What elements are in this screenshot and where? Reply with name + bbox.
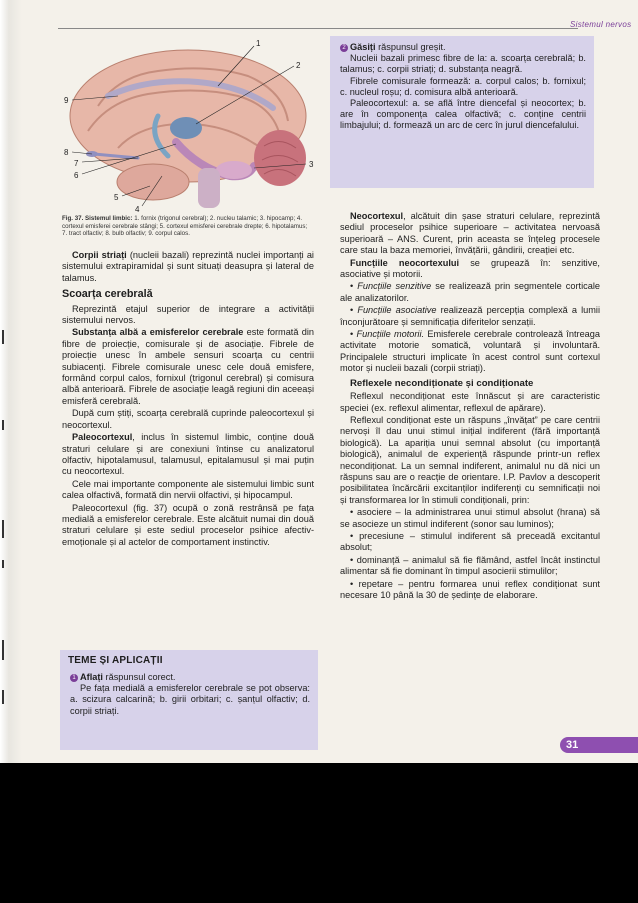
heading-scoarta-cerebrala: Scoarța cerebrală (62, 288, 153, 301)
figure-label-1: 1 (256, 39, 261, 48)
question-number-badge: 2 (340, 44, 348, 52)
page-number: 31 (566, 739, 579, 751)
question-box (330, 36, 594, 188)
paragraph-paleo-neo: După cum știți, scoarța cerebrală cuprinde paleocortexul și neocortexul. (62, 408, 314, 430)
running-head: Sistemul nervos (570, 20, 632, 29)
paragraph-limbic-components: Cele mai importante componente ale sistemului limbic sunt calea olfactivă, formată din nervii olfactivi, și hipocampul. (62, 478, 314, 501)
paragraph-reflex-neconditionat: Reflexul necondiționat este înnăscut și are caracteristic speciei (ex. reflexul alimentar, reflexul de apărare). (340, 391, 600, 413)
teme-body (70, 672, 310, 717)
limbic-system-figure (58, 36, 322, 214)
paragraph-functii: Funcțiile neocortexului se grupează în: senzitive, asociative și motorii. (340, 257, 600, 280)
question-number-badge: 1 (70, 674, 78, 682)
paragraph-corpii-striati: Corpii striați (nucleii bazali) reprezintă nuclei importanți ai sistemului extrapiramidal și sunt situați deasupra și lateral de talamus. (62, 250, 314, 283)
right-column (340, 211, 600, 602)
figure-label-5: 5 (114, 193, 119, 202)
figure-label-9: 9 (64, 96, 69, 105)
bullet-precesiune: • precesiune – stimulul indiferent să preceadă excitantul absolut; (340, 530, 600, 553)
caption-text: 1. fornix (trigonul cerebral); 2. nucleu talamic; 3. hipocamp; 4. cortexul emisferei cerebrale stângi; 5. cortexul emisferei cerebrale drepte; 6. hipotalamus; 7. tract olfactiv; 8. bulb olfactiv; 9. corpul calos. (62, 215, 308, 238)
paragraph-paleocortex: Paleocortexul, inclus în sistemul limbic, conține două straturi celulare și are conexiuni întinse cu analizatorul olfactiv, hipotalamusul, talamusul, epitalamusul și mai puțin cu neocortexul. (62, 432, 314, 477)
figure-label-8: 8 (64, 148, 69, 157)
heading-reflexe: Reflexele necondiționate și condiționate (350, 377, 534, 389)
bullet-dominanta: • dominanță – animalul să fie flămând, astfel încât instinctul alimentar să fie dominant în timpul asocierii stimulilor; (340, 554, 600, 577)
teme-question-text: Pe fața medială a emisferelor cerebrale se pot observa: a. scizura calcarină; b. girii orbitari; c. șanțul olfactiv; d. corpii striați. (70, 683, 310, 716)
question-item-2: Fibrele comisurale formează: a. corpul calos; b. fornixul; c. nucleul roșu; d. comisura albă anterioară. (340, 75, 586, 97)
figure-label-2: 2 (296, 61, 301, 70)
left-column (62, 250, 314, 549)
figure-label-4: 4 (135, 205, 140, 214)
question-item-3: Paleocortexul: a. se află între diencefal și neocortex; b. are în componența calea olfactivă; c. conține centrii limbajului; d. formează un arc de cerc în jurul diencefalului. (340, 98, 586, 131)
teme-aplicatii-box (60, 650, 318, 750)
paragraph-functii-motorii: • Funcțiile motorii. Emisferele cerebrale controlează întreaga activitate motorie somatică, voluntară și involuntară. Principalele structuri implicate în acest control sunt cortexul motor și nucleii bazali (corpii striați). (340, 329, 601, 374)
teme-question-head: 1 Aflați răspunsul corect. (70, 672, 310, 683)
teme-title: TEME ȘI APLICAȚII (68, 655, 163, 666)
paragraph-functii-asociative: • Funcțiile asociative realizează percepția complexă a lumii înconjurătoare și semnificația diferitelor senzații. (340, 305, 600, 327)
question-item-1: Nucleii bazali primesc fibre de la: a. scoarța cerebrală; b. talamus; c. corpii striați; d. substanța neagră. (340, 53, 586, 75)
header-rule (58, 28, 578, 29)
bullet-repetare: • repetare – pentru formarea unui reflex condiționat sunt necesare 10 până la 30 de ședințe de elaborare. (340, 578, 600, 600)
figure-caption (62, 215, 314, 238)
paragraph-paleocortex-fig: Paleocortexul (fig. 37) ocupă o zonă restrânsă pe fața medială a emisferelor cerebrale. Este alcătuit numai din două straturi celulare și este sediul proceselor psihice afectiv-emoționale și al actelor de comportament instinctiv. (62, 502, 314, 547)
paragraph-functii-senzitive: • Funcțiile senzitive se realizează prin segmentele corticale ale analizatorilor. (340, 281, 600, 303)
paragraph-neocortex: Neocortexul, alcătuit din șase straturi celulare, reprezintă sediul proceselor psihice superioare – activitatea nervoasă superioară – ANS. Curent, prin aceasta se înțeleg procesele care stau la baza memoriei, învățării, gândirii, creației etc. (340, 211, 600, 256)
paragraph-reflex-conditionat: Reflexul condiționat este un răspuns „învățat” pe care centrii nervoși îl dau unui stimul inițial indiferent (fără importanță biologică). La apariția unui semnal absolut (cu importanță biologică), animalul de experiență răspunde printr-un reflex necondiționat. La un semnal indiferent, animalul nu dă nici un răspuns sau are o reacție de orientare. I.P. Pavlov a descoperit posibilitatea încărcării excitanților indiferenți cu semnificații noi și transformarea lor în stimuli condiționali, prin: (340, 414, 600, 505)
paragraph-substanta-alba: Substanța albă a emisferelor cerebrale este formată din fibre de proiecție, comisurale și de asociație. Fibrele de proiecție unesc în ambele sensuri scoarța cu centrii subiacenți. Fibrele comisurale unesc cele două emisfere, formând corpul calos, fornixul (trigonul cerebral) și comisura albă anterioară. Fibrele de asociație leagă regiuni din aceeași emisferă cerebrală. (62, 327, 314, 406)
paragraph-scoarta: Reprezintă etajul superior de integrare a activității sistemului nervos. (62, 303, 314, 326)
figure-label-6: 6 (74, 171, 79, 180)
caption-lead: Fig. 37. Sistemul limbic: (62, 215, 133, 222)
figure-label-3: 3 (309, 160, 314, 169)
bullet-asociere: • asociere – la administrarea unui stimul absolut (hrana) să se asocieze un stimul indiferent (sonor sau luminos); (340, 507, 600, 529)
question-head: 2 Găsiți răspunsul greșit. (340, 42, 586, 53)
figure-label-7: 7 (74, 159, 79, 168)
